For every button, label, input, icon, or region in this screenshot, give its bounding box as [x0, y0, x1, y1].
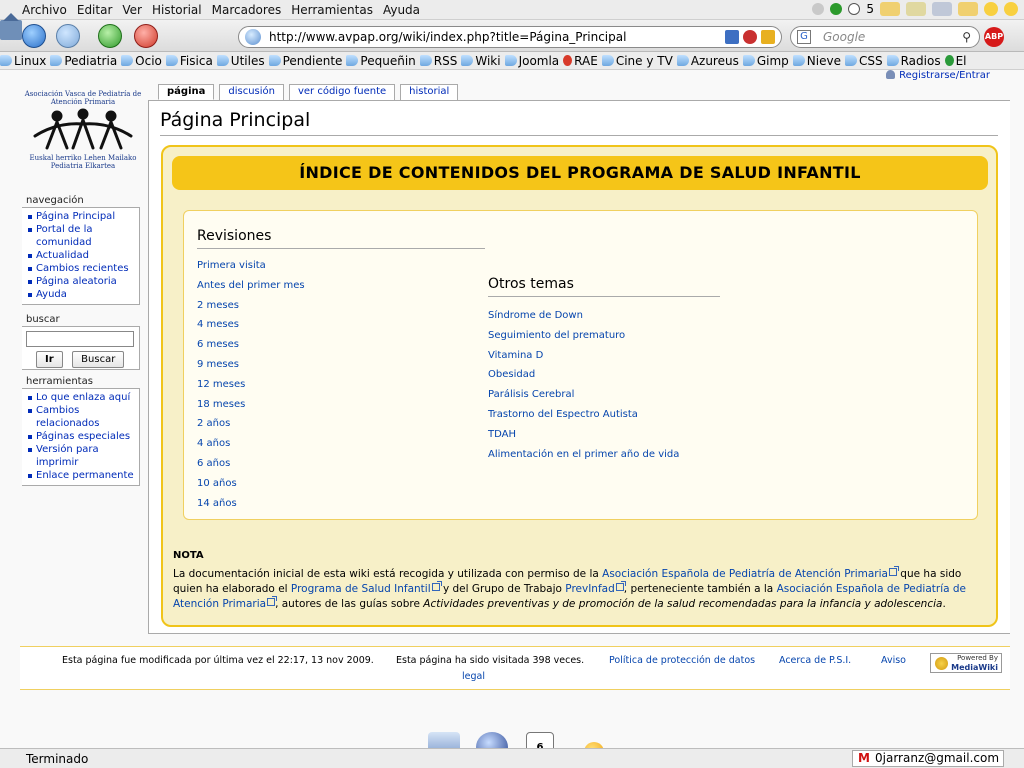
- navigation-heading: navegación: [26, 195, 84, 206]
- bookmark-folder[interactable]: Utiles: [217, 54, 265, 68]
- nav-link-current-events[interactable]: Actualidad: [26, 249, 135, 262]
- revisiones-list: [197, 259, 305, 516]
- topic-link[interactable]: Obesidad: [488, 369, 536, 381]
- weather-icon[interactable]: [958, 2, 978, 16]
- bookmarks-toolbar: [0, 52, 1024, 70]
- nav-link-main-page[interactable]: Página Principal: [26, 210, 135, 223]
- revision-link[interactable]: Primera visita: [197, 260, 266, 271]
- mail-account: 0jarranz@gmail.com: [875, 751, 1000, 765]
- bookmark-folder[interactable]: Joomla: [505, 54, 560, 68]
- revision-link[interactable]: 2 años: [197, 418, 231, 430]
- url-text[interactable]: http://www.avpap.org/wiki/index.php?title=Página_Principal: [269, 30, 627, 44]
- nav-link-help[interactable]: Ayuda: [26, 288, 135, 301]
- revision-link[interactable]: 2 meses: [197, 299, 240, 311]
- folder-icon: [50, 55, 62, 66]
- menu-editar[interactable]: Editar: [76, 2, 113, 17]
- bookmark-folder[interactable]: RSS: [420, 54, 458, 68]
- tool-permanent-link[interactable]: Enlace permanente: [26, 469, 135, 482]
- tab-history[interactable]: historial: [400, 84, 458, 100]
- weather-icon[interactable]: [906, 2, 926, 16]
- nav-link-random-page[interactable]: Página aleatoria: [26, 275, 135, 288]
- nota-heading: NOTA: [173, 550, 204, 561]
- search-button[interactable]: Buscar: [72, 351, 124, 368]
- folder-icon: [793, 55, 805, 66]
- topic-link[interactable]: Trastorno del Espectro Autista: [488, 408, 638, 420]
- revision-link[interactable]: 6 años: [197, 457, 231, 469]
- search-icon[interactable]: ⚲: [962, 30, 971, 44]
- revisiones-heading: Revisiones: [197, 228, 272, 244]
- otros-divider: [488, 296, 720, 297]
- logo-figures-icon: [27, 108, 139, 152]
- folder-icon: [420, 55, 432, 66]
- bookmark-link[interactable]: RAE: [563, 54, 598, 68]
- content-area: [148, 100, 1010, 634]
- nav-link-recent-changes[interactable]: Cambios recientes: [26, 262, 135, 275]
- guides-title: Actividades preventivas y de promoción de la salud recomendadas para la infancia y adolescencia: [423, 598, 943, 610]
- revision-link[interactable]: 4 años: [197, 438, 231, 450]
- user-icon: [886, 70, 895, 79]
- external-link-icon: [889, 568, 897, 576]
- sun-icon[interactable]: [1004, 2, 1018, 16]
- revision-link[interactable]: 4 meses: [197, 319, 240, 331]
- menu-ver[interactable]: Ver: [122, 2, 142, 17]
- contents-box: [183, 210, 978, 520]
- tab-discussion[interactable]: discusión: [219, 84, 284, 100]
- home-icon[interactable]: [0, 20, 22, 40]
- bookmark-folder[interactable]: Pendiente: [269, 54, 343, 68]
- topic-link[interactable]: TDAH: [488, 428, 516, 440]
- bookmark-folder[interactable]: Pediatria: [50, 54, 117, 68]
- bookmark-folder[interactable]: Fisica: [166, 54, 213, 68]
- revision-link[interactable]: 12 meses: [197, 378, 246, 390]
- menu-historial[interactable]: Historial: [151, 2, 202, 17]
- folder-icon: [0, 55, 12, 66]
- tool-related-changes[interactable]: Cambios relacionados: [26, 404, 135, 430]
- reload-icon[interactable]: [98, 24, 122, 48]
- revision-link[interactable]: 14 años: [197, 497, 237, 509]
- system-tray: [812, 2, 1018, 16]
- topic-link[interactable]: Vitamina D: [488, 349, 544, 361]
- url-bar[interactable]: [238, 26, 782, 48]
- rss-feed-icon[interactable]: [725, 30, 739, 44]
- otros-list: [488, 309, 679, 467]
- status-text: Terminado: [26, 752, 89, 766]
- aepap-link-2[interactable]: Asociación Española de Pediatría de Atención Primaria: [173, 583, 967, 610]
- wiki-page: [0, 70, 1024, 748]
- external-link-icon: [432, 583, 440, 591]
- topic-link[interactable]: Seguimiento del prematuro: [488, 329, 626, 341]
- mail-icon: M: [858, 751, 870, 765]
- gmail-notifier[interactable]: [852, 750, 1004, 767]
- search-engine-box[interactable]: [790, 26, 980, 48]
- folder-icon: [845, 55, 857, 66]
- mediawiki-badge[interactable]: Powered By MediaWiki: [930, 653, 1002, 673]
- tool-printable-version[interactable]: Versión para imprimir: [26, 443, 135, 469]
- pin-icon: [563, 55, 572, 66]
- bookmark-folder[interactable]: Wiki: [461, 54, 500, 68]
- bookmark-folder[interactable]: CSS: [845, 54, 883, 68]
- about-link[interactable]: Acerca de P.S.I.: [779, 655, 852, 666]
- menu-archivo[interactable]: Archivo: [22, 2, 67, 17]
- revision-link[interactable]: 18 meses: [197, 398, 246, 410]
- search-portlet: [22, 326, 140, 370]
- map-pin-icon[interactable]: [743, 30, 757, 44]
- bookmark-folder[interactable]: Gimp: [743, 54, 789, 68]
- bookmark-folder[interactable]: Nieve: [793, 54, 841, 68]
- navigation-toolbar: [0, 20, 1024, 52]
- site-logo[interactable]: [22, 90, 144, 180]
- tools-portlet: [22, 388, 140, 486]
- folder-icon: [166, 55, 178, 66]
- otros-heading: Otros temas: [488, 276, 574, 292]
- page-title: Página Principal: [160, 109, 311, 131]
- last-modified: Esta página fue modificada por última vez el 22:17, 13 nov 2009.: [62, 655, 374, 666]
- revision-link[interactable]: 10 años: [197, 477, 237, 489]
- network-icon[interactable]: [812, 3, 824, 15]
- go-button[interactable]: Ir: [36, 351, 63, 368]
- tab-page[interactable]: página: [158, 84, 214, 100]
- folder-icon: [887, 55, 899, 66]
- sun-icon[interactable]: [984, 2, 998, 16]
- revision-link[interactable]: 9 meses: [197, 358, 240, 370]
- logo-bottom-text: Euskal herriko Lehen Mailako Pediatria Elkartea: [29, 154, 137, 170]
- adblock-icon[interactable]: ABP: [984, 27, 1004, 47]
- disclaimer-link[interactable]: Aviso: [881, 655, 906, 666]
- topic-link[interactable]: Síndrome de Down: [488, 310, 583, 321]
- url-bar-icons: [725, 30, 775, 44]
- weather-icon[interactable]: [932, 2, 952, 16]
- revision-link[interactable]: Antes del primer mes: [197, 279, 305, 291]
- bookmark-folder[interactable]: Linux: [0, 54, 46, 68]
- topic-link[interactable]: Parálisis Cerebral: [488, 389, 575, 401]
- external-link-icon: [616, 583, 624, 591]
- back-icon[interactable]: [22, 24, 46, 48]
- index-banner: ÍNDICE DE CONTENIDOS DEL PROGRAMA DE SALUD INFANTIL: [172, 156, 988, 190]
- site-globe-icon: [245, 29, 261, 45]
- menu-marcadores[interactable]: Marcadores: [211, 2, 282, 17]
- tool-special-pages[interactable]: Páginas especiales: [26, 430, 135, 443]
- folder-icon: [677, 55, 689, 66]
- stop-icon[interactable]: [134, 24, 158, 48]
- bookmark-folder[interactable]: Pequeñin: [346, 54, 415, 68]
- folder-icon: [602, 55, 614, 66]
- folder-icon: [505, 55, 517, 66]
- nota-paragraph: La documentación inicial de esta wiki está recogida y utilizada con permiso de la Asociación Española de Pediatría de Atención Primaria que ha sido quien ha elaborado el Programa de Salud Infantil y del Grupo de Trabajo PrevInfad , perteneciente también a la Asociación Española de Pediatría de Atención Primaria , autores de las guías sobre Actividades preventivas y de promoción de la salud recomendadas para la infancia y adolescencia.: [173, 568, 967, 610]
- tab-view-source[interactable]: ver código fuente: [289, 84, 395, 100]
- tools-heading: herramientas: [26, 376, 93, 387]
- bookmark-link[interactable]: El: [945, 54, 967, 68]
- folder-icon: [121, 55, 133, 66]
- tool-what-links-here[interactable]: Lo que enlaza aquí: [26, 391, 135, 404]
- clock-icon[interactable]: [848, 3, 860, 15]
- nav-link-community[interactable]: Portal de la comunidad: [26, 223, 135, 249]
- folder-icon: [743, 55, 755, 66]
- menu-bar: [0, 0, 1024, 20]
- search-engine-icon[interactable]: G: [797, 30, 811, 44]
- forward-icon[interactable]: [56, 24, 80, 48]
- page-tabs: [158, 84, 458, 100]
- search-engine-placeholder: Google: [823, 30, 866, 44]
- logo-top-text: Asociación Vasca de Pediatría de Atención Primaria: [24, 90, 142, 106]
- folder-icon: [269, 55, 281, 66]
- status-green-icon[interactable]: [830, 3, 842, 15]
- revisiones-divider: [197, 248, 485, 249]
- page-footer: [20, 646, 1010, 690]
- privacy-link[interactable]: Política de protección de datos: [609, 655, 756, 666]
- folder-icon: [217, 55, 229, 66]
- external-link-icon: [267, 598, 275, 606]
- tray-count: 5: [866, 2, 874, 16]
- menu-ayuda[interactable]: Ayuda: [382, 2, 421, 17]
- search-heading: buscar: [26, 314, 60, 325]
- previnfad-link[interactable]: PrevInfad: [565, 583, 615, 595]
- folder-icon: [346, 55, 358, 66]
- folder-icon: [461, 55, 473, 66]
- search-input[interactable]: [26, 331, 134, 347]
- index-box: [161, 145, 998, 627]
- bookmark-folder[interactable]: Cine y TV: [602, 54, 673, 68]
- bookmark-folder[interactable]: Azureus: [677, 54, 739, 68]
- mediawiki-flower-icon: [935, 657, 948, 670]
- pin-icon: [945, 55, 954, 66]
- menu-herramientas[interactable]: Herramientas: [291, 2, 373, 17]
- title-divider: [160, 135, 998, 136]
- revision-link[interactable]: 6 meses: [197, 339, 240, 351]
- programa-link[interactable]: Programa de Salud Infantil: [290, 583, 431, 595]
- bookmark-folder[interactable]: Radios: [887, 54, 941, 68]
- navigation-portlet: [22, 207, 140, 305]
- aepap-link[interactable]: Asociación Española de Pediatría de Atención Primaria: [602, 568, 888, 580]
- legal-link[interactable]: legal: [462, 671, 485, 682]
- view-count: Esta página ha sido visitada 398 veces.: [396, 655, 585, 666]
- login-link[interactable]: Registrarse/Entrar: [886, 70, 990, 81]
- weather-icon[interactable]: [880, 2, 900, 16]
- topic-link[interactable]: Alimentación en el primer año de vida: [488, 448, 680, 460]
- bookmark-folder[interactable]: Ocio: [121, 54, 162, 68]
- bookmark-star-icon[interactable]: [761, 30, 775, 44]
- status-bar: [0, 748, 1024, 768]
